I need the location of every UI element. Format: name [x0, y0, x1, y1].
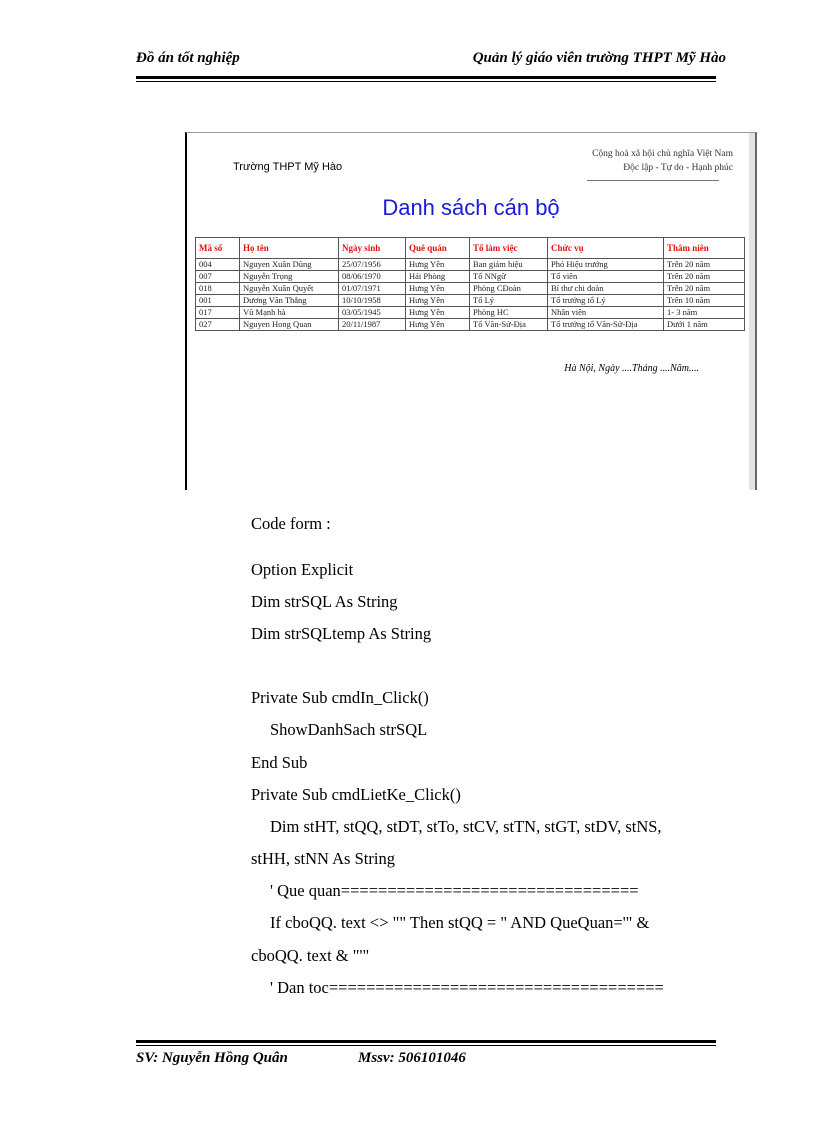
- page-header-right: Quản lý giáo viên trường THPT Mỹ Hào: [472, 50, 726, 66]
- report-school-name: Trường THPT Mỹ Hào: [233, 161, 343, 173]
- motto-underline: [587, 180, 719, 181]
- table-cell: 20/11/1987: [339, 319, 406, 331]
- column-header: Quê quán: [406, 238, 470, 259]
- table-row: [196, 319, 745, 331]
- table-cell: 007: [196, 271, 240, 283]
- report-national-motto: [592, 147, 733, 175]
- table-cell: 018: [196, 283, 240, 295]
- column-header: Thâm niên: [664, 238, 745, 259]
- table-cell: Nguyễn Xuân Quyết: [240, 283, 339, 295]
- report-title: Danh sách cán bộ: [382, 195, 560, 220]
- table-cell: Hưng Yên: [406, 295, 470, 307]
- table-cell: Nguyen Xuân Dũng: [240, 259, 339, 271]
- table-cell: 004: [196, 259, 240, 271]
- table-row: [196, 295, 745, 307]
- table-cell: Trên 10 năm: [664, 295, 745, 307]
- code-line: Option Explicit: [251, 560, 354, 579]
- code-line: Dim strSQLtemp As String: [251, 624, 432, 643]
- code-line: cboQQ. text & "'": [251, 946, 370, 965]
- footer-rule-thin: [136, 1045, 716, 1046]
- code-line: Private Sub cmdIn_Click(): [251, 688, 429, 707]
- table-cell: Phòng HC: [470, 307, 548, 319]
- column-header: Ngày sinh: [339, 238, 406, 259]
- table-cell: 03/05/1945: [339, 307, 406, 319]
- table-cell: 017: [196, 307, 240, 319]
- header-rule: [136, 76, 716, 79]
- table-cell: Trên 20 năm: [664, 271, 745, 283]
- table-cell: Trên 20 năm: [664, 259, 745, 271]
- table-cell: Dương Văn Thắng: [240, 295, 339, 307]
- table-cell: Hưng Yên: [406, 259, 470, 271]
- table-cell: Bí thư chi đoàn: [548, 283, 664, 295]
- table-cell: Hưng Yên: [406, 283, 470, 295]
- footer-student-name: SV: Nguyễn Hồng Quân: [136, 1050, 288, 1066]
- staff-table: [195, 237, 745, 331]
- code-comment: ' Dan toc====================================: [270, 978, 664, 997]
- national-motto-line1: Cộng hoà xã hội chủ nghĩa Việt Nam: [592, 149, 733, 159]
- table-cell: Ban giám hiệu: [470, 259, 548, 271]
- table-cell: 001: [196, 295, 240, 307]
- footer-rule: [136, 1040, 716, 1043]
- table-cell: Hải Phòng: [406, 271, 470, 283]
- table-header-row: [196, 238, 745, 259]
- table-row: [196, 271, 745, 283]
- national-motto-line2: Độc lập - Tự do - Hạnh phúc: [623, 163, 733, 173]
- page-header-left: Đồ án tốt nghiệp: [136, 50, 240, 66]
- table-cell: Tổ NNgữ: [470, 271, 548, 283]
- table-cell: Phó Hiệu trưởng: [548, 259, 664, 271]
- code-line: Dim stHT, stQQ, stDT, stTo, stCV, stTN, stGT, stDV, stNS,: [270, 817, 662, 836]
- table-cell: Tổ trưởng tổ Văn-Sử-Địa: [548, 319, 664, 331]
- report-scroll-edge: [749, 133, 755, 490]
- table-cell: Tổ trưởng tổ Lý: [548, 295, 664, 307]
- table-row: [196, 259, 745, 271]
- code-line: End Sub: [251, 753, 308, 772]
- table-cell: 08/06/1970: [339, 271, 406, 283]
- table-cell: Nguyen Hong Quan: [240, 319, 339, 331]
- table-cell: Nguyễn Trọng: [240, 271, 339, 283]
- table-cell: 01/07/1971: [339, 283, 406, 295]
- report-screenshot: [185, 132, 757, 490]
- table-cell: Tổ Văn-Sử-Địa: [470, 319, 548, 331]
- table-cell: 1- 3 năm: [664, 307, 745, 319]
- table-cell: Hưng Yên: [406, 319, 470, 331]
- code-line: ShowDanhSach strSQL: [270, 720, 428, 739]
- header-rule-thin: [136, 81, 716, 82]
- column-header: Mã số: [196, 238, 240, 259]
- column-header: Chức vụ: [548, 238, 664, 259]
- column-header: Tổ làm việc: [470, 238, 548, 259]
- table-cell: 10/10/1958: [339, 295, 406, 307]
- table-cell: Vũ Mạnh hà: [240, 307, 339, 319]
- code-line: If cboQQ. text <> "" Then stQQ = " AND QueQuan='" &: [270, 913, 650, 932]
- table-cell: Nhân viên: [548, 307, 664, 319]
- table-cell: Dưới 1 năm: [664, 319, 745, 331]
- table-row: [196, 307, 745, 319]
- table-cell: Trên 20 năm: [664, 283, 745, 295]
- code-heading: Code form :: [251, 514, 331, 533]
- table-cell: 25/07/1956: [339, 259, 406, 271]
- column-header: Họ tên: [240, 238, 339, 259]
- code-line: stHH, stNN As String: [251, 849, 395, 868]
- report-date-line: Hà Nội, Ngày ....Tháng ....Năm....: [564, 363, 699, 374]
- table-cell: Tổ viên: [548, 271, 664, 283]
- code-line: Private Sub cmdLietKe_Click(): [251, 785, 461, 804]
- table-cell: 027: [196, 319, 240, 331]
- table-cell: Tổ Lý: [470, 295, 548, 307]
- code-comment: ' Que quan================================: [270, 881, 639, 900]
- table-cell: Hưng Yên: [406, 307, 470, 319]
- code-line: Dim strSQL As String: [251, 592, 398, 611]
- footer-student-id: Mssv: 506101046: [358, 1050, 466, 1066]
- table-row: [196, 283, 745, 295]
- table-cell: Phòng CĐoàn: [470, 283, 548, 295]
